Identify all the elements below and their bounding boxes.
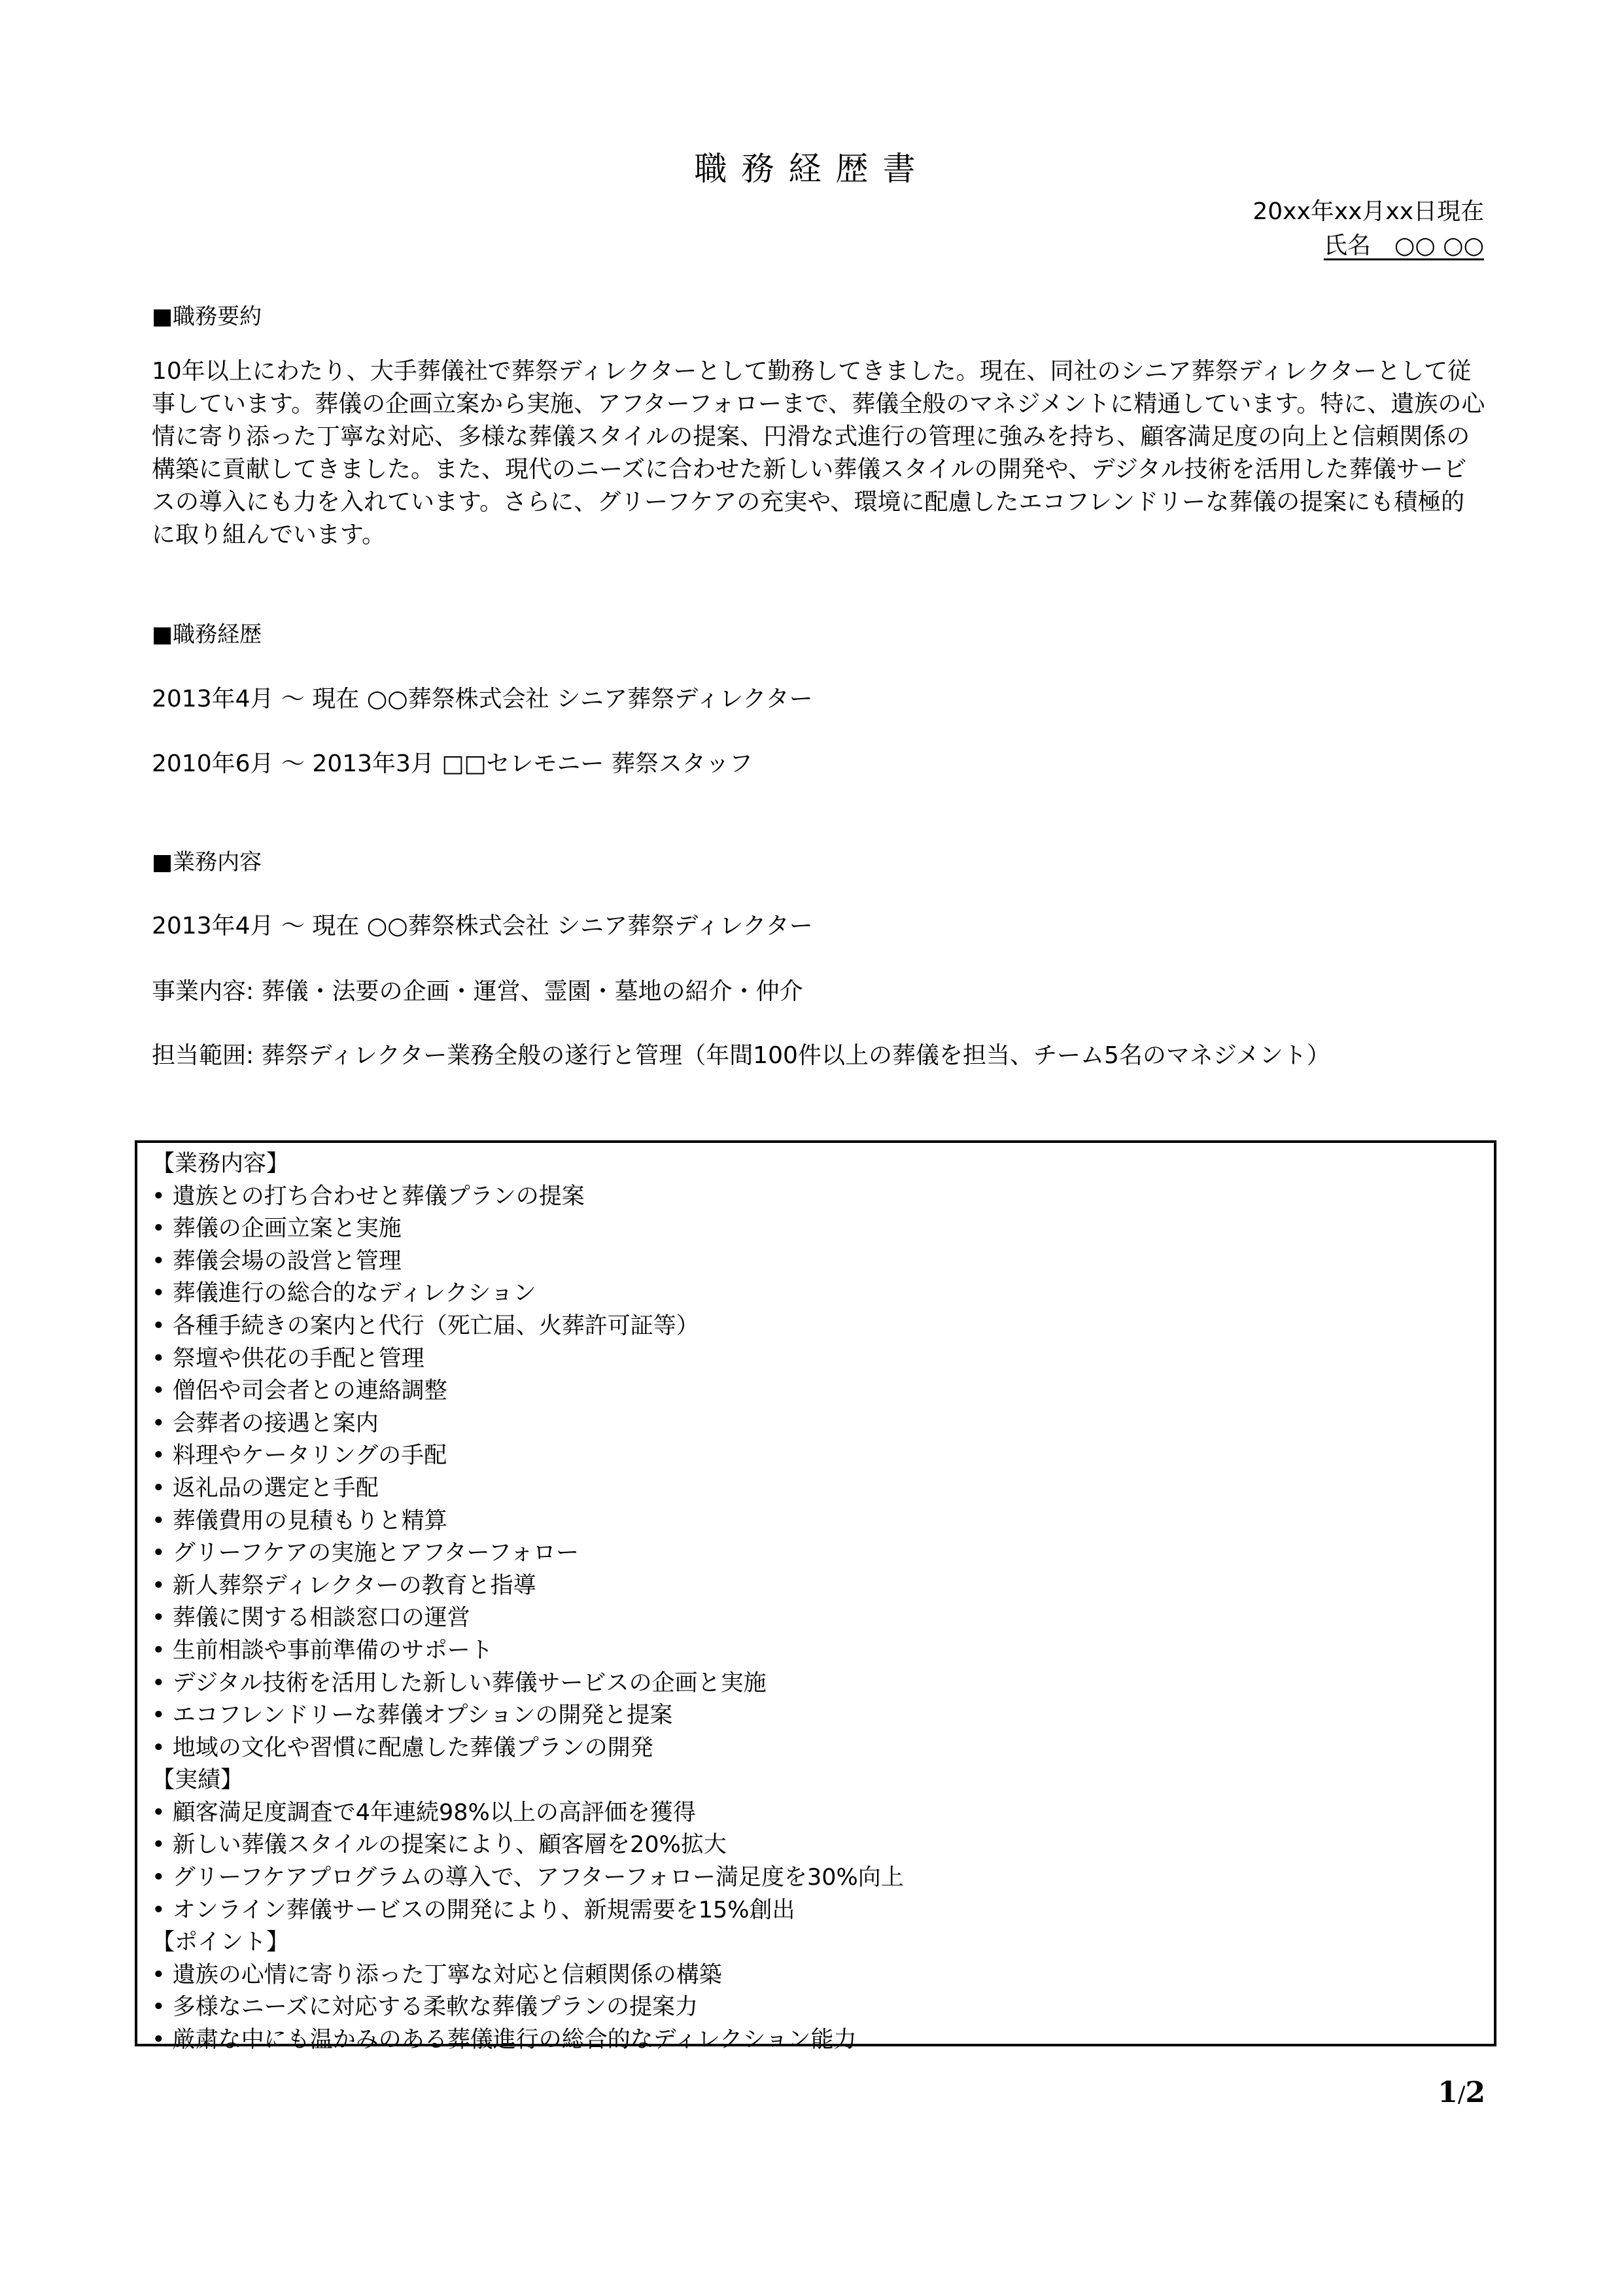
task-item: • 地域の文化や習慣に配慮した葬儀プランの開発 xyxy=(152,1734,653,1761)
task-item: • 葬儀費用の見積もりと精算 xyxy=(152,1507,447,1534)
task-item: • 生前相談や事前準備のサポート xyxy=(152,1637,493,1664)
task-item: • 葬儀の企画立案と実施 xyxy=(152,1216,402,1242)
task-item: • 各種手続きの案内と代行（死亡届、火葬許可証等） xyxy=(152,1312,699,1339)
points-heading: 【ポイント】 xyxy=(152,1929,290,1956)
document-date: 20xx年xx月xx日現在 xyxy=(1253,198,1484,225)
task-item: • 葬儀会場の設営と管理 xyxy=(152,1248,402,1274)
task-item: • 葬儀に関する相談窓口の運営 xyxy=(152,1605,470,1632)
task-item: • 遺族との打ち合わせと葬儀プランの提案 xyxy=(152,1183,585,1210)
task-item: • 葬儀進行の総合的なディレクション xyxy=(152,1280,536,1307)
duties-business: 事業内容: 葬儀・法要の企画・運営、霊園・墓地の紹介・仲介 xyxy=(152,978,803,1005)
history-heading: ■職務経歴 xyxy=(152,622,262,648)
task-item: • グリーフケアの実施とアフターフォロー xyxy=(152,1540,579,1567)
page-total: 2 xyxy=(1465,2076,1485,2109)
duties-period: 2013年4月 ～ 現在 ○○葬祭株式会社 シニア葬祭ディレクター xyxy=(152,913,813,939)
task-item: • 祭壇や供花の手配と管理 xyxy=(152,1345,424,1372)
summary-heading: ■職務要約 xyxy=(152,304,262,330)
duties-heading: ■業務内容 xyxy=(152,849,262,875)
task-item: • 返礼品の選定と手配 xyxy=(152,1475,379,1501)
achievement-item: • 顧客満足度調査で4年連続98%以上の高評価を獲得 xyxy=(152,1799,696,1826)
achievement-item: • 新しい葬儀スタイルの提案により、顧客層を20%拡大 xyxy=(152,1832,727,1859)
point-item: • 多様なニーズに対応する柔軟な葬儀プランの提案力 xyxy=(152,1994,699,2021)
achievement-item: • グリーフケアプログラムの導入で、アフターフォロー満足度を30%向上 xyxy=(152,1865,904,1891)
duties-scope: 担当範囲: 葬祭ディレクター業務全般の遂行と管理（年間100件以上の葬儀を担当、チーム5名のマネジメント） xyxy=(152,1042,1330,1069)
history-entry: 2013年4月 ～ 現在 ○○葬祭株式会社 シニア葬祭ディレクター xyxy=(152,686,813,712)
point-item: • 遺族の心情に寄り添った丁寧な対応と信頼関係の構築 xyxy=(152,1961,722,1988)
applicant-name: 氏名 ○○ ○○ xyxy=(1323,232,1484,259)
point-item: • 厳粛な中にも温かみのある葬儀進行の総合的なディレクション能力 xyxy=(152,2027,857,2054)
history-entry: 2010年6月 ～ 2013年3月 □□セレモニー 葬祭スタッフ xyxy=(152,750,753,777)
duties-detail-box xyxy=(135,1140,1496,2054)
task-item: • 僧侶や司会者との連絡調整 xyxy=(152,1378,447,1405)
document-title: 職務経歴書 xyxy=(694,150,930,188)
task-item: • 会葬者の接遇と案内 xyxy=(152,1410,379,1437)
page-separator: / xyxy=(1457,2082,1466,2108)
task-item: • エコフレンドリーな葬儀オプションの開発と提案 xyxy=(152,1702,673,1729)
task-item: • 料理やケータリングの手配 xyxy=(152,1443,447,1469)
achievement-item: • オンライン葬儀サービスの開発により、新規需要を15%創出 xyxy=(152,1897,795,1923)
task-item: • 新人葬祭ディレクターの教育と指導 xyxy=(152,1572,536,1599)
page-current: 1 xyxy=(1438,2076,1458,2109)
task-item: • デジタル技術を活用した新しい葬儀サービスの企画と実施 xyxy=(152,1670,767,1696)
tasks-heading: 【業務内容】 xyxy=(152,1151,290,1177)
page-number xyxy=(1438,2075,1485,2112)
achievements-heading: 【実績】 xyxy=(152,1767,244,1794)
summary-text: 10年以上にわたり、大手葬儀社で葬祭ディレクターとして勤務してきました。現在、同社のシニア葬祭ディレクターとして従事しています。葬儀の企画立案から実施、アフターフォローまで、葬儀全般のマネジメントに精通しています。特に、遺族の心情に寄り添った丁寧な対応、多様な葬儀スタイルの提案、円滑な式進行の管理に強みを持ち、顧客満足度の向上と信頼関係の構築に貢献してきました。また、現代のニーズに合わせた新しい葬儀スタイルの開発や、デジタル技術を活用した葬儀サービスの導入にも力を入れています。さらに、グリーフケアの充実や、環境に配慮したエコフレンドリーな葬儀の提案にも積極的に取り組んでいます。 xyxy=(152,358,1485,548)
